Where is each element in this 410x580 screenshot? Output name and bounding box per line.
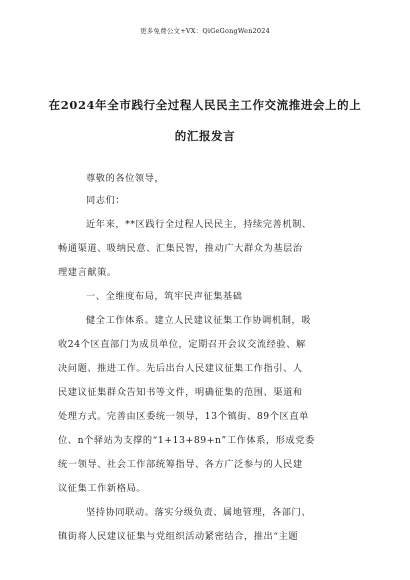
- body-line: 畅通渠道、吸纳民意、汇集民智，推动广大群众为基层治: [58, 243, 303, 254]
- body-line: 统一领导、社会工作部统筹指导、各方广泛参与的人民建: [58, 459, 303, 470]
- body-line: 处理方式。完善由区委统一领导，13个镇街、89个区直单: [58, 411, 309, 422]
- body-line: 健全工作体系。建立人民建议征集工作协调机制，吸: [86, 315, 312, 326]
- body-line: 镇街将人民建议征集与党组织活动紧密结合，推出“主题: [58, 531, 299, 542]
- header-note: 更多免费公文+VX：QiGeGongWen2024: [140, 27, 270, 35]
- body-line: 坚持协同联动。落实分级负责、属地管理，各部门、: [86, 507, 312, 518]
- body-line: 民建议征集群众告知书等文件，明确征集的范围、渠道和: [58, 387, 303, 398]
- document-title-line-1: 在2024年全市践行全过程人民民主工作交流推进会上的上: [48, 98, 362, 112]
- body-line: 位、n个驿站为支撑的“1+13+89+n”工作体系，形成党委: [58, 435, 315, 446]
- body-line: 议征集工作新格局。: [58, 483, 147, 494]
- document-title-line-2: 的汇报发言: [174, 129, 236, 143]
- body-line: 决问题、推进工作。先后出台人民建议征集工作指引、人: [58, 363, 303, 374]
- salutation-line: 同志们：: [86, 195, 126, 206]
- body-line: 收24个区直部门为成员单位，定期召开会议交流经验、解: [58, 339, 306, 350]
- body-line: 理建言献策。: [58, 267, 117, 278]
- body-line: 近年来，**区践行全过程人民民主，持续完善机制、: [86, 219, 312, 230]
- section-heading: 一、全维度布局，筑牢民声征集基础: [86, 291, 243, 302]
- salutation-line: 尊敬的各位领导，: [86, 173, 165, 184]
